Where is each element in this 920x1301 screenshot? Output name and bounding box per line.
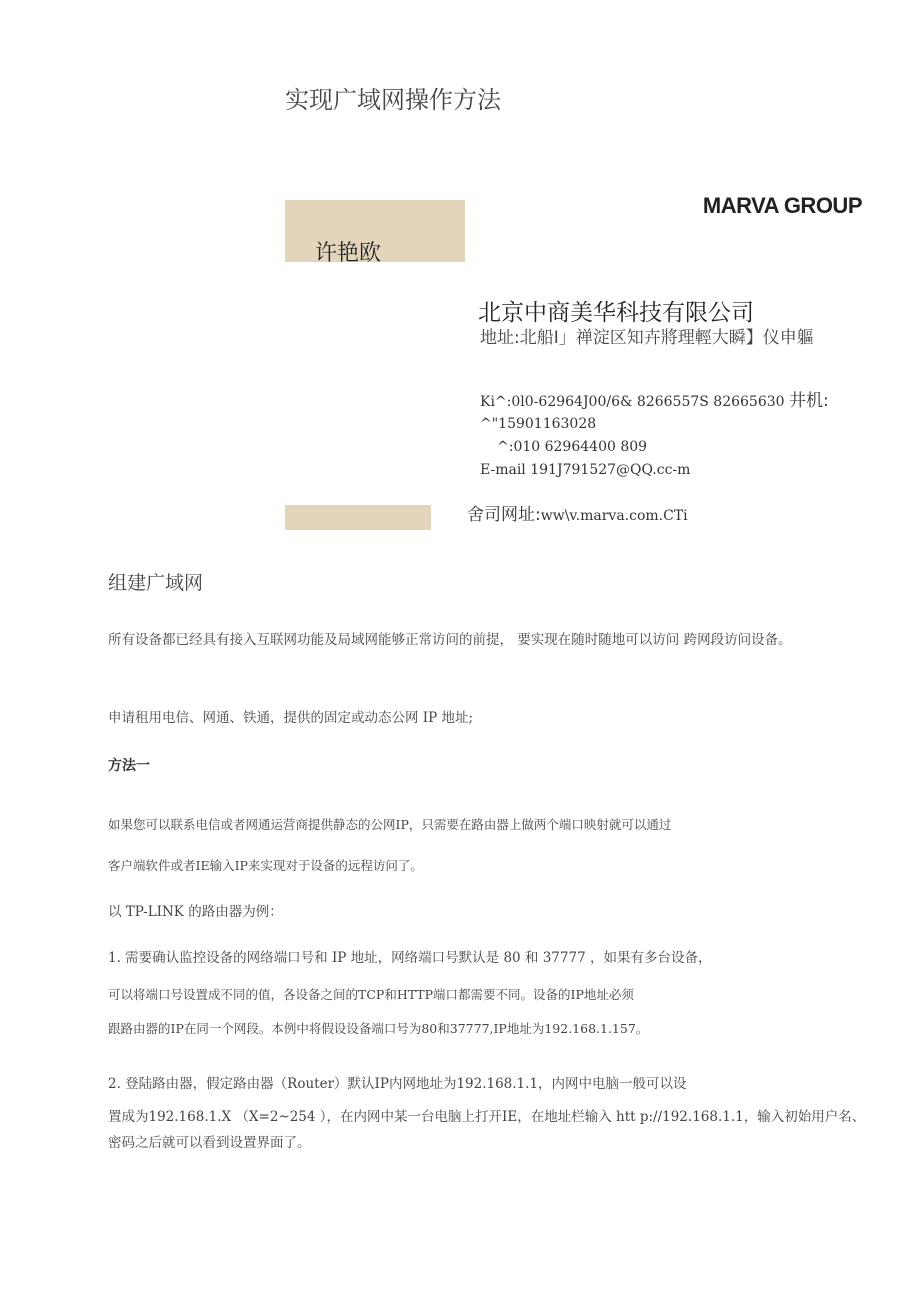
method-paragraph-line-2: 客户端软件或者IE输入IP来实现对于设备的远程访问了。	[108, 858, 423, 873]
fax-number: ^:010 62964400 809	[497, 439, 648, 455]
method-heading: 方法一	[108, 758, 150, 774]
step1-line-3: 跟路由器的IP在同一个网段。本例中将假设设备端口号为80和37777,IP地址为192.168.1.157。	[108, 1021, 649, 1036]
page-title: 实现广域网操作方法	[285, 86, 501, 114]
company-address: 地址:北船I」禅淀区知卉將理輕大瞬】仪申軀	[480, 328, 814, 348]
website-label: 舍司网址:	[467, 505, 541, 525]
telephone-numbers: Ki^:0l0-62964J00/6& 8266557S 82665630	[480, 394, 790, 410]
telephone-extension-label: 井机:	[789, 391, 829, 411]
step2-line-2: 置成为192.168.1.X （X=2~254 ），在内网中某一台电脑上打开IE，在地址栏输入 htt p://192.168.1.1，输入初始用户名、密码之后就可以看到设置界面了。	[108, 1109, 866, 1151]
step1-line-1: 1. 需要确认监控设备的网络端口号和 IP 地址，网络端口号默认是 80 和 37777 ，如果有多台设备，	[108, 950, 712, 966]
website-url: ww\v.marva.com.CTi	[540, 508, 688, 524]
telephone-line	[480, 386, 829, 411]
email-address: E-mail 191J791527@QQ.cc-m	[480, 462, 691, 478]
decorative-bar	[285, 505, 431, 530]
company-name: 北京中商美华科技有限公司	[478, 300, 754, 326]
ip-request-paragraph: 申请租用电信、网通、铁通，提供的固定或动态公网 IP 地址;	[108, 710, 474, 726]
name-banner	[285, 200, 465, 262]
mobile-number: ^"15901163028	[480, 416, 597, 432]
method-paragraph-line-1: 如果您可以联系电信或者网通运营商提供静态的公网IP，只需要在路由器上做两个端口映射就可以通过	[108, 817, 672, 832]
example-line: 以 TP-LINK 的路由器为例：	[108, 904, 283, 920]
step1-line-2: 可以将端口号设置成不同的值，各设备之间的TCP和HTTP端口都需要不同。设备的IP地址必须	[108, 987, 634, 1002]
company-logo: MARVA GROUP	[702, 193, 862, 218]
website-line	[467, 500, 688, 525]
person-name: 许艳欧	[315, 241, 382, 262]
step2-line-1: 2. 登陆路由器，假定路由器（Router）默认IP内网地址为192.168.1.1，内网中电脑一般可以设	[108, 1076, 687, 1092]
section-heading: 组建广域网	[108, 572, 204, 594]
intro-paragraph: 所有设备都已经具有接入互联网功能及局域网能够正常访问的前提， 要实现在随时随地可以访问 跨网段访问设备。	[108, 632, 792, 648]
